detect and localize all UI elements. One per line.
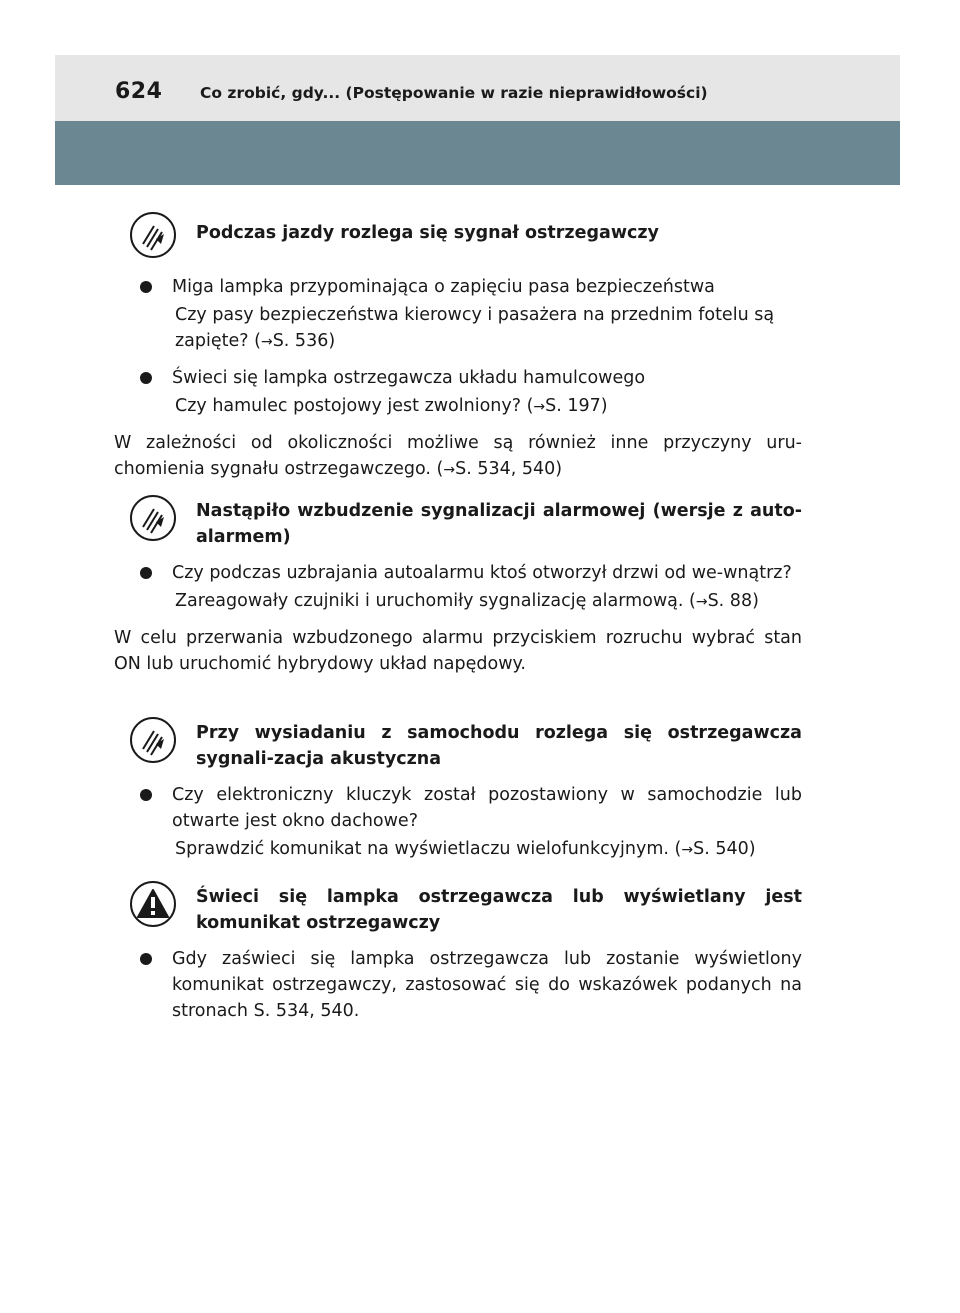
page-number: 624 <box>115 79 163 104</box>
section-heading <box>130 212 802 264</box>
bullet-dot <box>140 953 152 965</box>
speaker-waves-icon <box>130 212 176 258</box>
section-heading <box>130 876 802 936</box>
bullet-text: Miga lampka przypominająca o zapięciu pasa bezpieczeństwa <box>172 277 715 297</box>
page-reference: S. 197) <box>545 396 608 416</box>
answer-text-body: Zareagowały czujniki i uruchomiły sygnalizację alarmową. ( <box>175 591 696 611</box>
warning-triangle-icon <box>130 881 176 927</box>
note-paragraph <box>114 430 802 483</box>
section-heading-text: Nastąpiło wzbudzenie sygnalizacji alarmowej (wersje z auto-alarmem) <box>196 501 802 547</box>
bullet-dot <box>140 789 152 801</box>
list-item <box>130 946 802 1024</box>
page-reference: S. 534, 540) <box>455 459 563 479</box>
arrow-icon: → <box>260 334 273 350</box>
page-reference: S. 88) <box>707 591 759 611</box>
speaker-waves-icon <box>130 717 176 763</box>
list-item <box>130 365 802 391</box>
answer-text <box>130 393 802 420</box>
answer-text <box>130 302 802 355</box>
note-paragraph: W celu przerwania wzbudzonego alarmu przyciskiem rozruchu wybrać stan ON lub uruchomić hybrydowy układ napędowy. <box>114 628 802 674</box>
page-reference: S. 536) <box>272 331 336 351</box>
bullet-text: Czy podczas uzbrajania autoalarmu ktoś otworzył drzwi od we-wnątrz? <box>172 563 792 583</box>
arrow-icon: → <box>533 399 546 415</box>
section-heading-text: Podczas jazdy rozlega się sygnał ostrzegawczy <box>196 223 659 243</box>
answer-text <box>130 588 802 615</box>
section-alarm-triggered <box>114 490 802 677</box>
bullet-text: Czy elektroniczny kluczyk został pozostawiony w samochodzie lub otwarte jest okno dachowe? <box>172 785 802 831</box>
answer-text-body: Sprawdzić komunikat na wyświetlaczu wielofunkcyjnym. ( <box>175 839 682 859</box>
bullet-text: Gdy zaświeci się lampka ostrzegawcza lub zostanie wyświetlony komunikat ostrzegawczy, zastosować się do wskazówek podanych na stronach S. 534, 540. <box>172 949 802 1021</box>
note-text: W zależności od okoliczności możliwe są również inne przyczyny uru-chomienia sygnału ostrzegawczego. ( <box>114 433 802 479</box>
section-heading <box>130 712 802 772</box>
page-reference: S. 540) <box>693 839 756 859</box>
section-title: Co zrobić, gdy... (Postępowanie w razie nieprawidłowości) <box>200 84 708 102</box>
list-item <box>130 274 802 300</box>
bullet-text: Świeci się lampka ostrzegawcza układu hamulcowego <box>172 368 646 388</box>
list-item <box>130 782 802 834</box>
section-heading-text: Świeci się lampka ostrzegawcza lub wyświetlany jest komunikat ostrzegawczy <box>196 887 802 933</box>
answer-text-body: Czy hamulec postojowy jest zwolniony? ( <box>175 396 534 416</box>
bullet-dot <box>140 567 152 579</box>
page-header <box>55 55 900 185</box>
answer-text <box>130 836 802 863</box>
section-warning-light <box>130 876 802 1024</box>
section-exit-warning <box>130 712 802 863</box>
section-heading-text: Przy wysiadaniu z samochodu rozlega się ostrzegawcza sygnali-zacja akustyczna <box>196 723 802 769</box>
bullet-dot <box>140 372 152 384</box>
speaker-waves-icon <box>130 495 176 541</box>
header-accent-bar <box>55 121 900 185</box>
section-seatbelt-warning <box>114 212 802 483</box>
list-item <box>130 560 802 586</box>
section-heading <box>130 490 802 550</box>
arrow-icon: → <box>681 842 694 858</box>
arrow-icon: → <box>695 594 708 610</box>
arrow-icon: → <box>443 462 456 478</box>
answer-text-body: Czy pasy bezpieczeństwa kierowcy i pasażera na przednim fotelu są zapięte? ( <box>175 305 775 351</box>
bullet-dot <box>140 281 152 293</box>
